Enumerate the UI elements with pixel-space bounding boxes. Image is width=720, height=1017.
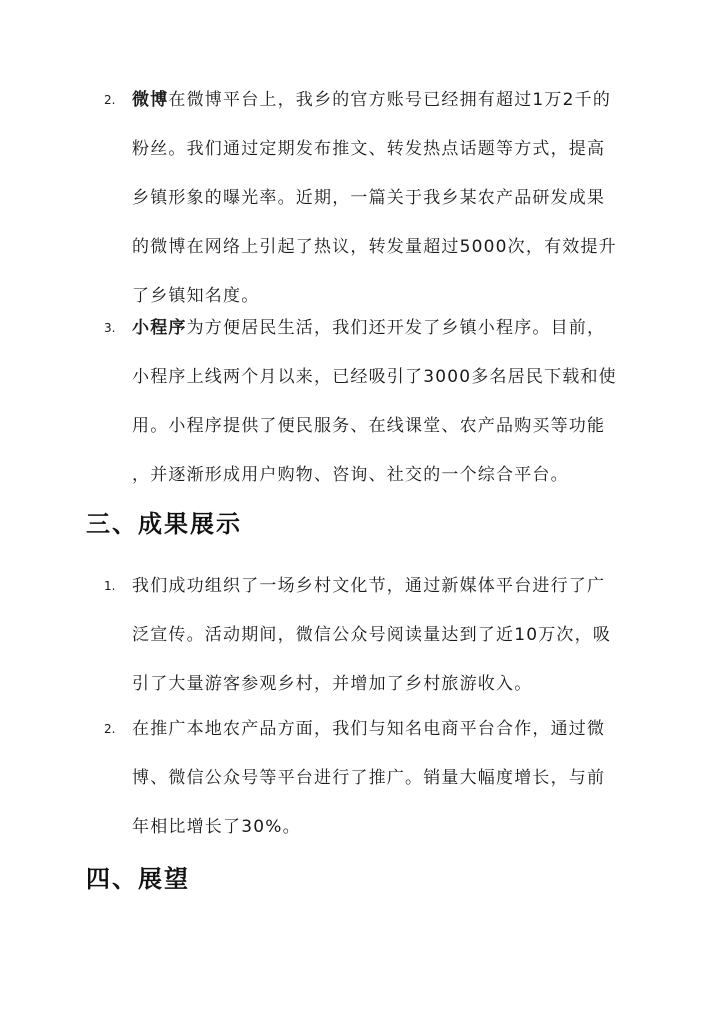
text-line (132, 304, 624, 353)
text-line: 博、微信公众号等平台进行了推广。销量大幅度增长，与前 (132, 768, 606, 788)
text-line: 年相比增长了30%。 (132, 817, 301, 837)
text-line: 小程序上线两个月以来，已经吸引了3000多名居民下载和使 (132, 367, 617, 387)
list-number: 3. (104, 321, 116, 335)
list-item-body (132, 304, 624, 500)
item-lead-title: 小程序 (132, 318, 187, 338)
text-line: 了乡镇知名度。 (132, 286, 260, 306)
text-line: 引了大量游客参观乡村，并增加了乡村旅游收入。 (132, 674, 533, 694)
text-line: 用。小程序提供了便民服务、在线课堂、农产品购买等功能 (132, 416, 606, 436)
list-item-body (132, 562, 624, 709)
text-line: 泛宣传。活动期间，微信公众号阅读量达到了近10万次，吸 (132, 625, 612, 645)
list-number: 1. (104, 579, 116, 593)
text-line: 粉丝。我们通过定期发布推文、转发热点话题等方式，提高 (132, 139, 606, 159)
list-item-body (132, 705, 624, 852)
text-line: 在推广本地农产品方面，我们与知名电商平台合作，通过微 (132, 719, 606, 739)
item-lead-title: 微博 (132, 90, 169, 110)
section-heading-results: 三、成果展示 (86, 509, 242, 538)
text-span: 为方便居民生活，我们还开发了乡镇小程序。目前， (186, 318, 606, 338)
list-number: 2. (104, 93, 116, 107)
text-line: 乡镇形象的曝光率。近期，一篇关于我乡某农产品研发成果 (132, 188, 606, 208)
text-line: 我们成功组织了一场乡村文化节，通过新媒体平台进行了广 (132, 576, 606, 596)
text-span: 在微博平台上，我乡的官方账号已经拥有超过1万2千的 (168, 90, 612, 110)
text-line: 的微博在网络上引起了热议，转发量超过5000次，有效提升 (132, 237, 617, 257)
section-heading-outlook: 四、展望 (86, 864, 190, 893)
list-number: 2. (104, 722, 116, 736)
text-line (132, 76, 624, 125)
text-line: ，并逐渐形成用户购物、咨询、社交的一个综合平台。 (132, 465, 569, 485)
list-item-body (132, 76, 624, 321)
